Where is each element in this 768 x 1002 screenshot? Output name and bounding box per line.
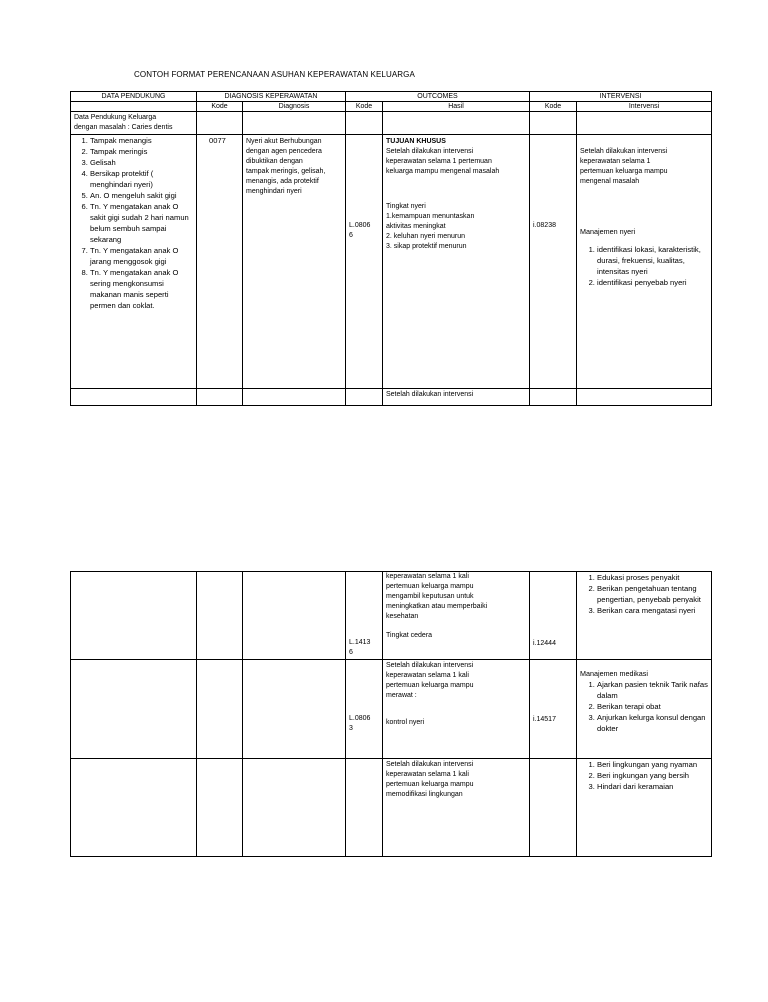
outcome-kode: L.1413 6: [346, 572, 383, 660]
intervention-kode: i.14517: [530, 660, 577, 759]
list-item: 3. Berikan cara mengatasi nyeri: [597, 605, 708, 616]
diagnosis-kode: 0077: [197, 135, 243, 389]
header-intervensi: INTERVENSI: [530, 92, 712, 102]
header-kode: Kode: [530, 102, 577, 112]
intervention-label: Manajemen nyeri: [580, 227, 636, 236]
intervention-list: [580, 244, 708, 288]
list-item: 6. Tn. Y mengatakan anak O sakit gigi sudah 2 hari namun belum sembuh sampai sekarang: [90, 201, 193, 245]
list-item: 2. Berikan pengetahuan tentang pengertian, penyebab penyakit: [597, 583, 708, 605]
data-list-cell: [71, 135, 197, 389]
list-item: 8. Tn. Y mengatakan anak O sering mengkonsumsi makanan manis seperti permen dan coklat.: [90, 267, 193, 311]
list-item: 2. Berikan terapi obat: [597, 701, 708, 712]
list-item: 7. Tn. Y mengatakan anak O jarang menggosok gigi: [90, 245, 193, 267]
list-item: 1. Beri lingkungan yang nyaman: [597, 759, 708, 770]
outcome-heading: TUJUAN KHUSUS: [386, 138, 446, 145]
care-plan-table-continued: [70, 571, 712, 857]
outcome-hasil: Setelah dilakukan intervensi keperawatan selama 1 kali pertemuan keluarga mampu merawat : kontrol nyeri: [383, 660, 530, 759]
list-item: 3. Anjurkan kelurga konsul dengan dokter: [597, 712, 708, 734]
list-item: 1. identifikasi lokasi, karakteristik, durasi, frekuensi, kualitas, intensitas nyeri: [597, 244, 708, 277]
intervention-kode: i.12444: [530, 572, 577, 660]
intervention-cell: [577, 572, 712, 660]
header-hasil: Hasil: [383, 102, 530, 112]
care-plan-table: [70, 91, 712, 406]
list-item: 2. Beri ingkungan yang bersih: [597, 770, 708, 781]
outcome-kode: L.0806 3: [346, 660, 383, 759]
data-heading: Data Pendukung Keluarga dengan masalah : Caries dentis: [71, 112, 197, 135]
list-item: 2. identifikasi penyebab nyeri: [597, 277, 708, 288]
list-item: 1. Edukasi proses penyakit: [597, 572, 708, 583]
intervention-cell: [577, 660, 712, 759]
list-item: 3. Hindari dari keramaian: [597, 781, 708, 792]
intervention-kode: i.08238: [530, 135, 577, 389]
header-empty: [71, 102, 197, 112]
outcome-label: Tingkat cedera: [386, 632, 433, 639]
intervention-label: Manajemen medikasi: [580, 669, 648, 678]
intervention-list: [580, 679, 708, 734]
header-kode: Kode: [346, 102, 383, 112]
outcome-kode: L.0806 6: [346, 135, 383, 389]
intervention-list: [580, 759, 708, 792]
header-diagnosis-sub: Diagnosis: [243, 102, 346, 112]
list-item: 1. Ajarkan pasien teknik Tarik nafas dalam: [597, 679, 708, 701]
outcome-label: kontrol nyeri: [386, 719, 425, 726]
header-data-pendukung: DATA PENDUKUNG: [71, 92, 197, 102]
list-item: 3. Gelisah: [90, 157, 193, 168]
list-item: 4. Bersikap protektif ( menghindari nyeri): [90, 168, 193, 190]
header-outcomes: OUTCOMES: [346, 92, 530, 102]
intervention-cell: Setelah dilakukan intervensi keperawatan selama 1 pertemuan keluarga mampu mengenal masalah Manajemen nyeri 1. identifikasi lokasi, karakteristik, durasi, frekuensi, kualitas, intensitas nyeri 2. identifikasi penyebab nyeri: [577, 135, 712, 389]
intervention-list: [580, 572, 708, 616]
page-title: CONTOH FORMAT PERENCANAAN ASUHAN KEPERAWATAN KELUARGA: [134, 70, 415, 79]
outcome-label: Tingkat nyeri: [386, 203, 426, 210]
outcome-hasil: keperawatan selama 1 kali pertemuan keluarga mampu mengambil keputusan untuk meningkatkan atau memperbaiki kesehatan Tingkat cedera: [383, 572, 530, 660]
diagnosis-text: Nyeri akut Berhubungan dengan agen pencedera dibuktikan dengan tampak meringis, gelisah, menangis, ada protektif menghindari nyeri: [243, 135, 346, 389]
intervention-cell: [577, 759, 712, 857]
list-item: 2. Tampak meringis: [90, 146, 193, 157]
outcome-hasil-continued: Setelah dilakukan intervensi: [383, 389, 530, 406]
outcome-hasil: TUJUAN KHUSUS Setelah dilakukan intervensi keperawatan selama 1 pertemuan keluarga mampu mengenal masalah Tingkat nyeri 1.kemampuan menuntaskan aktivitas meningkat 2. keluhan nyeri menurun 3. sikap protektif menurun: [383, 135, 530, 389]
outcome-hasil: Setelah dilakukan intervensi keperawatan selama 1 kali pertemuan keluarga mampu memodifikasi lingkungan: [383, 759, 530, 857]
header-intervensi-sub: Intervensi: [577, 102, 712, 112]
list-item: 5. An. O mengeluh sakit gigi: [90, 190, 193, 201]
header-kode: Kode: [197, 102, 243, 112]
data-list: [73, 135, 193, 311]
list-item: 1. Tampak menangis: [90, 135, 193, 146]
header-diagnosis: DIAGNOSIS KEPERAWATAN: [197, 92, 346, 102]
